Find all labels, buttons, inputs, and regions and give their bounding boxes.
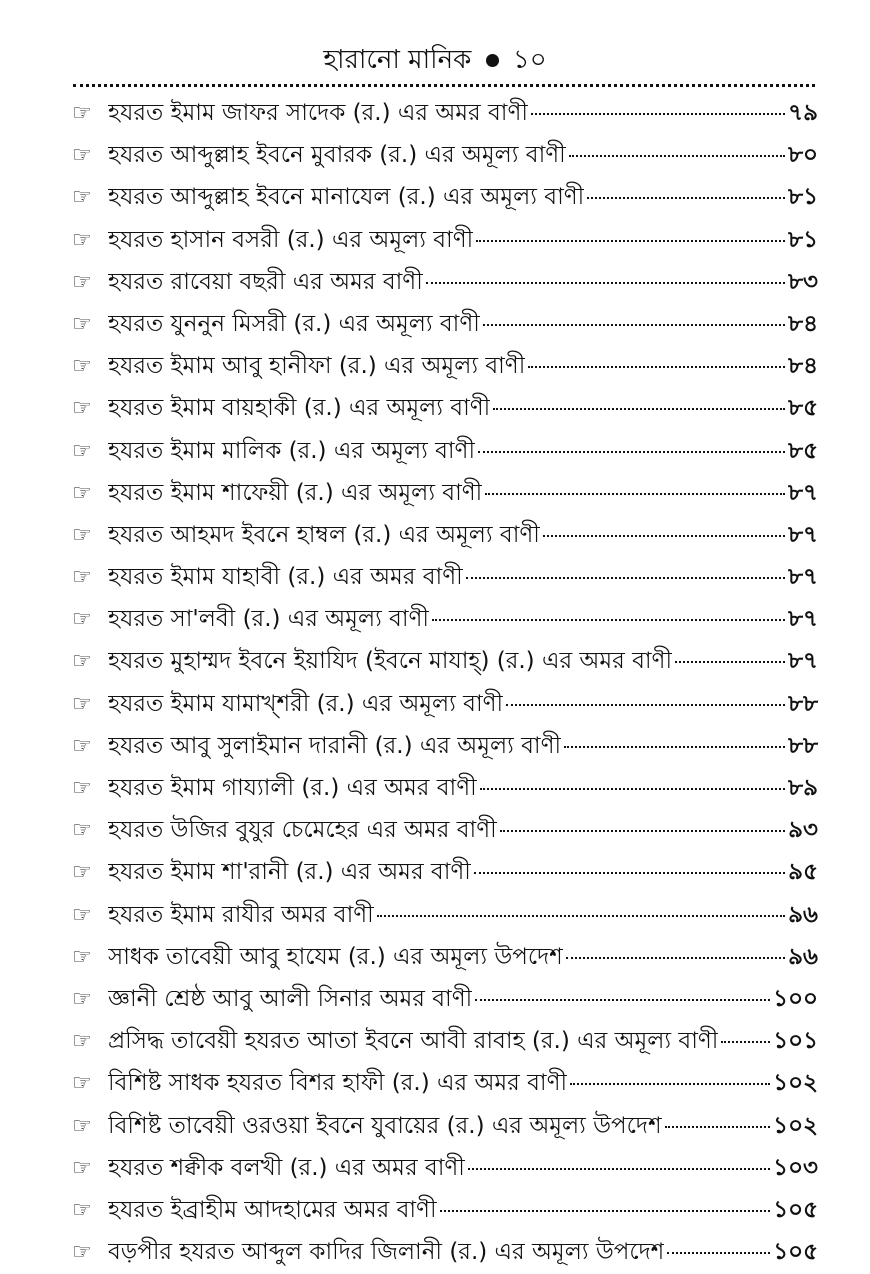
toc-entry[interactable] [72, 219, 818, 261]
running-header [0, 40, 870, 80]
entry-title: হযরত আব্দুল্লাহ ইবনে মানাযেল (র.) এর অমূল্য বাণী [108, 184, 585, 211]
pointing-hand-icon: ☞ [72, 269, 92, 295]
dot-leader [569, 155, 785, 157]
bullet-icon [486, 54, 499, 67]
dot-leader [483, 324, 785, 326]
entry-page-number: ৮৩ [788, 268, 818, 295]
entry-page-number: ১০৫ [773, 1239, 818, 1266]
entry-page-number: ৮৭ [788, 648, 818, 675]
entry-page-number: ১০৫ [773, 1196, 818, 1223]
pointing-hand-icon: ☞ [72, 1071, 92, 1097]
entry-title: সাধক তাবেয়ী আবু হাযেম (র.) এর অমূল্য উপদেশ [108, 943, 563, 970]
entry-title: হযরত ইমাম রাযীর অমর বাণী [108, 901, 374, 928]
pointing-hand-icon: ☞ [72, 311, 92, 337]
pointing-hand-icon: ☞ [72, 649, 92, 675]
pointing-hand-icon: ☞ [72, 1113, 92, 1139]
pointing-hand-icon: ☞ [72, 396, 92, 422]
entry-title: হযরত ইমাম মালিক (র.) এর অমূল্য বাণী [108, 437, 476, 464]
toc-entry[interactable] [72, 1231, 818, 1273]
entry-title: হযরত মুহাম্মদ ইবনে ইয়াযিদ (ইবনে মাযাহ্) (র.) এর অমর বাণী [108, 648, 673, 675]
dot-leader [474, 872, 785, 874]
entry-page-number: ৮৪ [788, 353, 818, 380]
entry-page-number: ৮৮ [788, 690, 818, 717]
header-divider [73, 84, 815, 87]
pointing-hand-icon: ☞ [72, 565, 92, 591]
pointing-hand-icon: ☞ [72, 101, 92, 126]
pointing-hand-icon: ☞ [72, 776, 92, 801]
entry-page-number: ১০৩ [773, 1154, 818, 1181]
toc-entry[interactable] [72, 261, 818, 303]
toc-entry[interactable] [72, 809, 818, 851]
entry-title: হযরত ইমাম শাফেয়ী (র.) এর অমূল্য বাণী [108, 479, 483, 506]
entry-page-number: ৯৫ [788, 859, 818, 886]
pointing-hand-icon: ☞ [72, 185, 92, 211]
dot-leader [476, 240, 785, 242]
toc-entry[interactable] [72, 1105, 818, 1147]
pointing-hand-icon: ☞ [72, 986, 92, 1012]
pointing-hand-icon: ☞ [72, 691, 92, 717]
entry-title: হযরত সা'লবী (র.) এর অমূল্য বাণী [108, 606, 430, 633]
entry-title: হযরত যুননুন মিসরী (র.) এর অমূল্য বাণী [108, 310, 480, 337]
toc-entry[interactable] [72, 894, 818, 936]
pointing-hand-icon: ☞ [72, 480, 92, 506]
pointing-hand-icon: ☞ [72, 522, 92, 548]
dot-leader [478, 451, 785, 453]
dot-leader [468, 1168, 770, 1170]
pointing-hand-icon: ☞ [72, 860, 92, 886]
toc-entry[interactable] [72, 683, 818, 725]
toc-entry[interactable] [72, 303, 818, 345]
entry-page-number: ১০২ [773, 1112, 818, 1139]
entry-title: হযরত আব্দুল্লাহ ইবনে মুবারক (র.) এর অমূল্য বাণী [108, 142, 566, 169]
entry-title: হযরত আহমদ ইবনে হাম্বল (র.) এর অমূল্য বাণী [108, 521, 540, 548]
toc-entry[interactable] [72, 514, 818, 556]
entry-page-number: ৮৫ [788, 395, 818, 422]
pointing-hand-icon: ☞ [72, 143, 92, 169]
entry-title: হযরত ইব্রাহীম আদহামের অমর বাণী [108, 1196, 437, 1223]
toc-entry[interactable] [72, 767, 818, 809]
dot-leader [480, 788, 785, 790]
entry-page-number: ৮১ [788, 226, 818, 253]
entry-page-number: ১০২ [773, 1070, 818, 1097]
entry-title: হযরত ইমাম যামাখ্শরী (র.) এর অমূল্য বাণী [108, 690, 504, 717]
dot-leader [543, 535, 785, 537]
dot-leader [564, 746, 785, 748]
toc-entry[interactable] [72, 1189, 818, 1231]
toc-entry[interactable] [72, 345, 818, 387]
dot-leader [665, 1126, 771, 1128]
entry-title: হযরত ইমাম জাফর সাদেক (র.) এর অমর বাণী [108, 100, 528, 126]
dot-leader [566, 957, 785, 959]
entry-title: প্রসিদ্ধ তাবেয়ী হযরত আতা ইবনে আবী রাবাহ (র.) এর অমূল্য বাণী [108, 1028, 719, 1055]
entry-title: হযরত আবু সুলাইমান দারানী (র.) এর অমূল্য বাণী [108, 732, 562, 759]
book-title: হারানো মানিক [323, 45, 472, 75]
entry-title: হযরত ইমাম যাহাবী (র.) এর অমর বাণী [108, 564, 463, 591]
entry-page-number: ৮৮ [788, 732, 818, 759]
dot-leader [587, 197, 785, 199]
pointing-hand-icon: ☞ [72, 733, 92, 759]
entry-page-number: ৯৬ [788, 943, 818, 970]
entry-page-number: ৮০ [788, 142, 818, 169]
toc-entry[interactable] [72, 640, 818, 682]
entry-title: হযরত ইমাম শা'রানী (র.) এর অমর বাণী [108, 859, 471, 886]
entry-title: জ্ঞানী শ্রেষ্ঠ আবু আলী সিনার অমর বাণী [108, 985, 473, 1012]
pointing-hand-icon: ☞ [72, 438, 92, 464]
dot-leader [432, 619, 785, 621]
dot-leader [493, 408, 785, 410]
pointing-hand-icon: ☞ [72, 1240, 92, 1266]
dot-leader [667, 1252, 770, 1254]
entry-title: বিশিষ্ট সাধক হযরত বিশর হাফী (র.) এর অমর বাণী [108, 1070, 568, 1097]
toc-entry[interactable] [72, 472, 818, 514]
pointing-hand-icon: ☞ [72, 1029, 92, 1055]
pointing-hand-icon: ☞ [72, 1197, 92, 1223]
toc-entry[interactable] [72, 598, 818, 640]
toc-entry[interactable] [72, 176, 818, 218]
dot-leader [506, 704, 785, 706]
toc-entry[interactable] [72, 430, 818, 472]
pointing-hand-icon: ☞ [72, 818, 92, 844]
toc-entry[interactable] [72, 978, 818, 1020]
entry-title: হযরত ইমাম আবু হানীফা (র.) এর অমূল্য বাণী [108, 353, 526, 380]
pointing-hand-icon: ☞ [72, 944, 92, 970]
pointing-hand-icon: ☞ [72, 607, 92, 633]
pointing-hand-icon: ☞ [72, 902, 92, 928]
entry-page-number: ৮৭ [788, 564, 818, 591]
dot-leader [570, 1083, 770, 1085]
toc-entry[interactable] [72, 1062, 818, 1104]
dot-leader [531, 113, 785, 115]
entry-title: হযরত রাবেয়া বছরী এর অমর বাণী [108, 268, 423, 295]
entry-page-number: ৮৯ [788, 775, 818, 801]
entry-title: হযরত ইমাম গায্যালী (র.) এর অমর বাণী [108, 775, 477, 801]
toc-entry[interactable] [72, 1147, 818, 1189]
entry-title: বিশিষ্ট তাবেয়ী ওরওয়া ইবনে যুবায়ের (র.) এর অমূল্য উপদেশ [108, 1112, 662, 1139]
pointing-hand-icon: ☞ [72, 1155, 92, 1181]
pointing-hand-icon: ☞ [72, 227, 92, 253]
entry-page-number: ৮৫ [788, 437, 818, 464]
toc-entry[interactable] [72, 1020, 818, 1062]
pointing-hand-icon: ☞ [72, 354, 92, 380]
toc-entry[interactable] [72, 387, 818, 429]
toc-entry[interactable] [72, 556, 818, 598]
entry-page-number: ৯৩ [788, 817, 818, 844]
entry-title: হযরত শক্বীক বলখী (র.) এর অমর বাণী [108, 1154, 465, 1181]
toc-entry[interactable] [72, 92, 818, 134]
dot-leader [377, 915, 785, 917]
table-of-contents [72, 92, 818, 1273]
entry-page-number: ৮৪ [788, 310, 818, 337]
dot-leader [440, 1210, 771, 1212]
toc-entry[interactable] [72, 851, 818, 893]
entry-title: বড়পীর হযরত আব্দুল কাদির জিলানী (র.) এর অমূল্য উপদেশ [108, 1239, 665, 1266]
entry-page-number: ১০০ [773, 985, 818, 1012]
dot-leader [426, 282, 785, 284]
dot-leader [528, 366, 785, 368]
toc-entry[interactable] [72, 134, 818, 176]
entry-page-number: ৮৭ [788, 479, 818, 506]
page-number: ১০ [512, 45, 547, 75]
toc-entry[interactable] [72, 725, 818, 767]
entry-title: হযরত ইমাম বায়হাকী (র.) এর অমূল্য বাণী [108, 395, 491, 422]
entry-page-number: ৮১ [788, 184, 818, 211]
entry-page-number: ৭৯ [788, 100, 818, 126]
entry-page-number: ১০১ [773, 1028, 818, 1055]
entry-title: হযরত হাসান বসরী (র.) এর অমূল্য বাণী [108, 226, 474, 253]
dot-leader [466, 577, 785, 579]
dot-leader [485, 493, 785, 495]
dot-leader [475, 999, 770, 1001]
entry-page-number: ৮৭ [788, 521, 818, 548]
dot-leader [675, 661, 785, 663]
toc-entry[interactable] [72, 936, 818, 978]
dot-leader [721, 1041, 770, 1043]
entry-page-number: ৯৬ [788, 901, 818, 928]
entry-page-number: ৮৭ [788, 606, 818, 633]
dot-leader [500, 830, 785, 832]
entry-title: হযরত উজির বুযুর চেমেহের এর অমর বাণী [108, 817, 497, 844]
